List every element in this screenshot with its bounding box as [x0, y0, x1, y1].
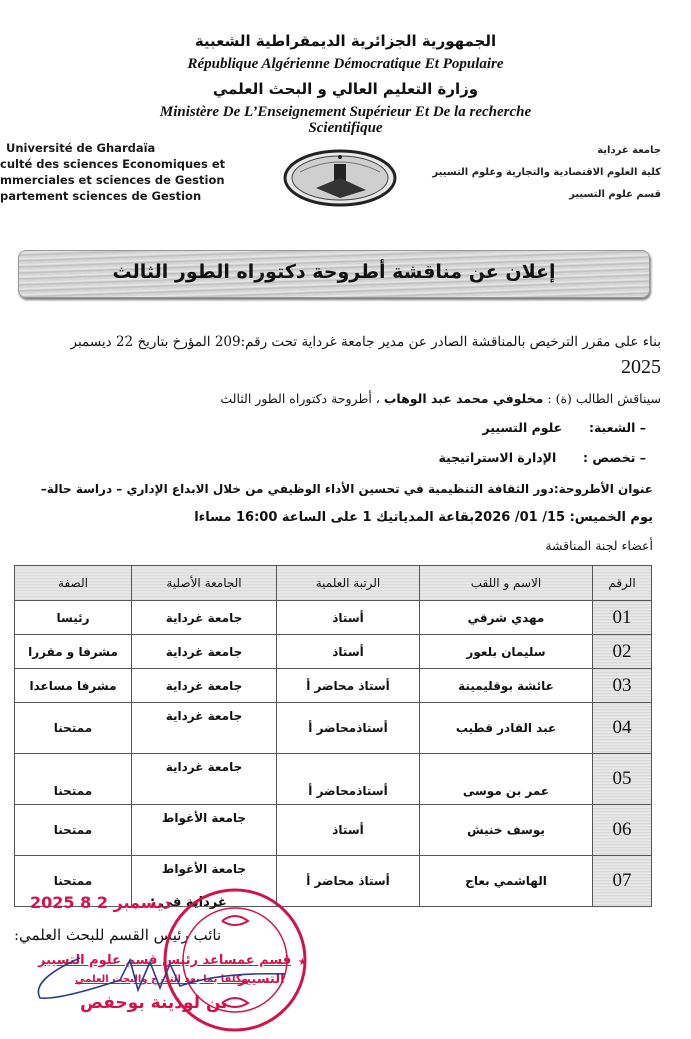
announcement-banner [18, 250, 650, 298]
branch-line [482, 420, 646, 435]
cell-number: 07 [593, 856, 652, 907]
university-name-fr: Université de Ghardaïa [6, 141, 156, 155]
cell-university: جامعة غرداية [132, 754, 277, 805]
cell-name: مهدي شرقي [420, 601, 593, 635]
cell-university: جامعة الأغواط [132, 805, 277, 856]
table-header-row [15, 566, 652, 601]
table-row [15, 703, 652, 754]
authorization-year: 2025 [621, 356, 661, 378]
table-row [15, 601, 652, 635]
cell-rank: أستاذمحاضر أ [277, 754, 420, 805]
stamp-line-2: مكلفا بما بعد التدرج والبحث العلمي [75, 974, 248, 985]
cell-rank: أستاذ [277, 805, 420, 856]
cell-role: ممتحنا [15, 703, 132, 754]
specialization-value: الإدارة الاستراتيجية [438, 450, 557, 465]
student-line [220, 391, 661, 406]
specialization-label: – تخصص : [582, 450, 646, 465]
cell-rank: أستاذ محاضر أ [277, 856, 420, 907]
ministry-fr-line2: Scientifique [308, 120, 383, 136]
cell-university: جامعة غرداية [132, 635, 277, 669]
header-name: الاسم و اللقب [420, 566, 593, 601]
cell-number: 06 [593, 805, 652, 856]
header-rank: الرتبة العلمية [277, 566, 420, 601]
announcement-title: إعلان عن مناقشة أطروحة دكتوراه الطور الثالث [112, 261, 556, 283]
cell-role: ممتحنا [15, 805, 132, 856]
header-number: الرقم [593, 566, 652, 601]
cell-role: مشرفا مساعدا [15, 669, 132, 703]
thesis-title: عنوان الأطروحة:دور الثقافة التنظيمية في تحسين الأداء الوظيفي من خلال الابداع الإداري – دراسة حالة– [40, 482, 653, 496]
cell-university: جامعة غرداية [132, 703, 277, 754]
jury-table [14, 565, 652, 907]
faculty-name-ar: كلية العلوم الاقتصادية والتجارية وعلوم التسيير [432, 167, 661, 178]
university-block-ar [432, 140, 661, 206]
cell-name: يوسف خنيش [420, 805, 593, 856]
cell-university: جامعة غرداية [132, 669, 277, 703]
svg-text:★: ★ [298, 957, 307, 968]
student-suffix: ، أطروحة دكتوراه الطور الثالث [220, 391, 380, 406]
committee-label: أعضاء لجنة المناقشة [545, 538, 653, 553]
cell-role: ممتحنا [15, 856, 132, 907]
cell-name: عبد القادر قطيب [420, 703, 593, 754]
cell-role: رئيسا [15, 601, 132, 635]
department-name-ar: قسم علوم التسيير [569, 189, 661, 200]
ministry-fr-line1: Ministère De L’Enseignement Supérieur Et De la recherche [159, 104, 532, 120]
faculty-name-fr-1: culté des sciences Economiques et [0, 157, 226, 171]
specialization-line [438, 450, 646, 465]
cell-name: عمر بن موسى [420, 754, 593, 805]
ministry-ar: وزارة التعليم العالي و البحث العلمي [212, 80, 479, 98]
cell-rank: أستاذ محاضر أ [277, 669, 420, 703]
authorization-text: بناء على مقرر الترخيص بالمناقشة الصادر عن مدير جامعة غرداية تحت رقم:209 المؤرخ بتاريخ 22 ديسمبر [70, 334, 661, 350]
cell-rank: أستاذ [277, 601, 420, 635]
header-role: الصفة [15, 566, 132, 601]
stamp-line-3: التسيير [238, 972, 285, 987]
table-row [15, 805, 652, 856]
cell-number: 05 [593, 754, 652, 805]
header-university: الجامعة الأصلية [132, 566, 277, 601]
cell-role: ممتحنا [15, 754, 132, 805]
handwritten-signature-icon [20, 950, 290, 1005]
table-row [15, 754, 652, 805]
signatory-title: نائب رئيس القسم للبحث العلمي: [14, 926, 222, 944]
student-name: مخلوفي محمد عبد الوهاب [383, 391, 544, 406]
stamp-line-1: قسم عمساعد رئيس قسم علوم التسيير [38, 953, 292, 968]
defense-date-line: يوم الخميس: 15/ 01/ 2026بقاعة المدياتيك 1 على الساعة 16:00 مساءا [194, 510, 653, 525]
stamped-date: 2025 ديسمبر 2 8 [30, 893, 172, 912]
cell-number: 02 [593, 635, 652, 669]
cell-rank: أستاذ [277, 635, 420, 669]
department-name-fr: partement sciences de Gestion [0, 189, 202, 203]
branch-label: – الشعبة: [588, 420, 646, 435]
faculty-name-fr-2: mmerciales et sciences de Gestion [0, 173, 225, 187]
cell-rank: أستاذمحاضر أ [277, 703, 420, 754]
cell-number: 04 [593, 703, 652, 754]
university-emblem-icon [280, 148, 400, 208]
republic-ar: الجمهورية الجزائرية الديمقراطية الشعبية [194, 32, 497, 50]
table-row [15, 635, 652, 669]
branch-value: علوم التسيير [482, 420, 563, 435]
university-block-fr [0, 140, 225, 204]
cell-university: جامعة غرداية [132, 601, 277, 635]
table-row [15, 669, 652, 703]
cell-number: 01 [593, 601, 652, 635]
cell-name: عائشة بوقليمينة [420, 669, 593, 703]
cell-number: 03 [593, 669, 652, 703]
stamp-signatory-name: بن لوذينة بوحفص [80, 993, 228, 1013]
cell-name: سليمان بلعور [420, 635, 593, 669]
cell-university: جامعة الأغواط [132, 856, 277, 907]
place-date-label: غرداية في : [150, 895, 227, 910]
student-prefix: سيناقش الطالب (ة) : [547, 391, 661, 406]
university-name-ar: جامعة غرداية [597, 145, 661, 156]
republic-fr: République Algérienne Démocratique Et Populaire [187, 56, 504, 72]
cell-role: مشرفا و مقررا [15, 635, 132, 669]
cell-name: الهاشمي بعاج [420, 856, 593, 907]
